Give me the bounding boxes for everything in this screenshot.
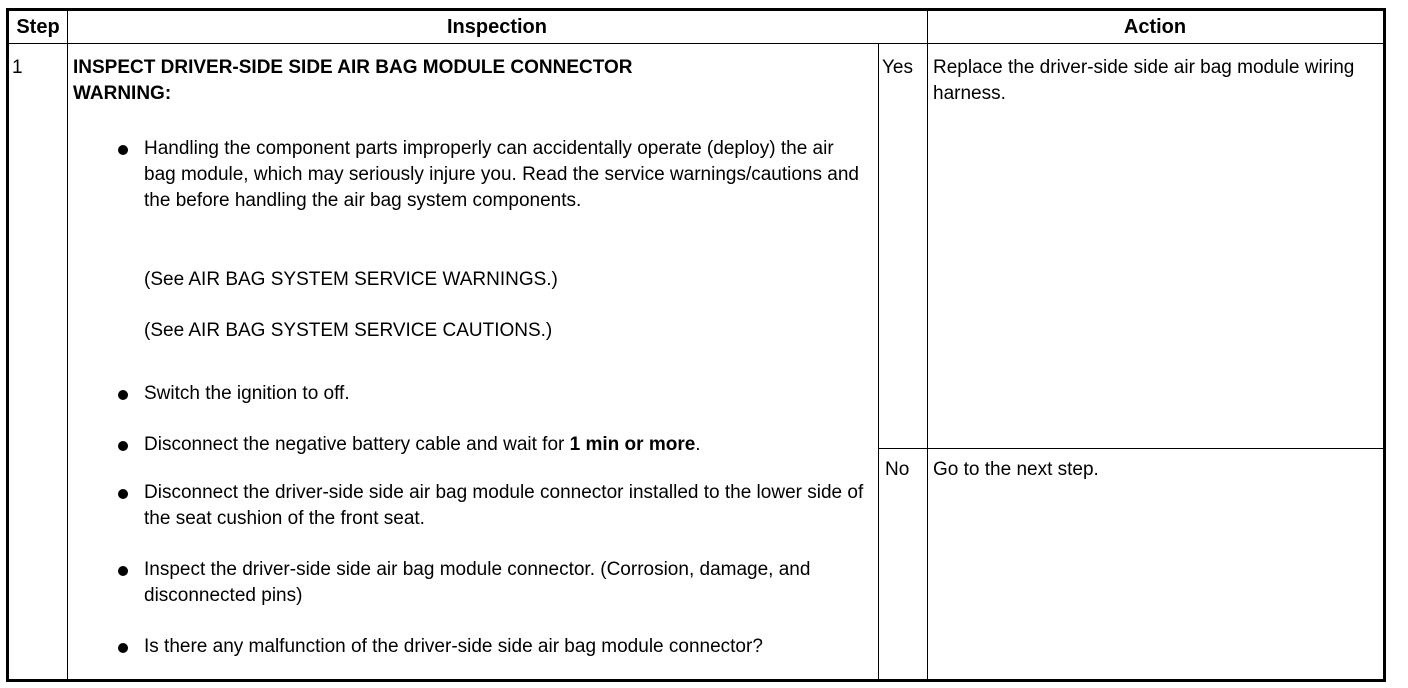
- warning-label: WARNING:: [73, 83, 172, 104]
- no-action: Go to the next step.: [933, 459, 1099, 480]
- header-action: Action: [1123, 16, 1187, 38]
- yes-action: Replace the driver-side side air bag module wiring harness.: [933, 57, 1355, 104]
- column-divider: [927, 11, 928, 679]
- column-divider: [878, 43, 879, 679]
- bullet-icon: [118, 643, 128, 653]
- service-warnings-reference[interactable]: (See AIR BAG SYSTEM SERVICE WARNINGS.): [144, 269, 558, 290]
- inspection-title: INSPECT DRIVER-SIDE SIDE AIR BAG MODULE CONNECTOR: [73, 57, 633, 78]
- bullet-icon: [118, 390, 128, 400]
- bullet-icon: [118, 489, 128, 499]
- bullet-icon: [118, 441, 128, 451]
- bullet-icon: [118, 145, 128, 155]
- yes-label: Yes: [882, 57, 913, 78]
- step-number: 1: [12, 57, 23, 78]
- header-inspection: Inspection: [446, 16, 547, 38]
- inspection-table: [6, 8, 1386, 682]
- no-label: No: [885, 459, 910, 480]
- service-cautions-reference[interactable]: (See AIR BAG SYSTEM SERVICE CAUTIONS.): [144, 320, 553, 341]
- column-divider: [67, 11, 68, 679]
- header-step: Step: [16, 16, 60, 38]
- bullet-text: Disconnect the driver-side side air bag module connector installed to the lower side of the seat cushion of the front seat.: [144, 482, 864, 529]
- header-divider: [9, 43, 1383, 44]
- bullet-icon: [118, 566, 128, 576]
- yes-no-divider: [878, 448, 1383, 449]
- bullet-text: Handling the component parts improperly can accidentally operate (deploy) the air bag module, which may seriously injure you. Read the service warnings/cautions and the before handling the air bag system components.: [144, 138, 859, 211]
- bullet-text: Is there any malfunction of the driver-side side air bag module connector?: [144, 636, 763, 657]
- wait-duration: 1 min or more: [569, 434, 696, 455]
- bullet-text: Switch the ignition to off.: [144, 383, 350, 404]
- bullet-text: Inspect the driver-side side air bag module connector. (Corrosion, damage, and disconnected pins): [144, 559, 811, 606]
- bullet-text: Disconnect the negative battery cable and wait for 1 min or more.: [144, 434, 701, 455]
